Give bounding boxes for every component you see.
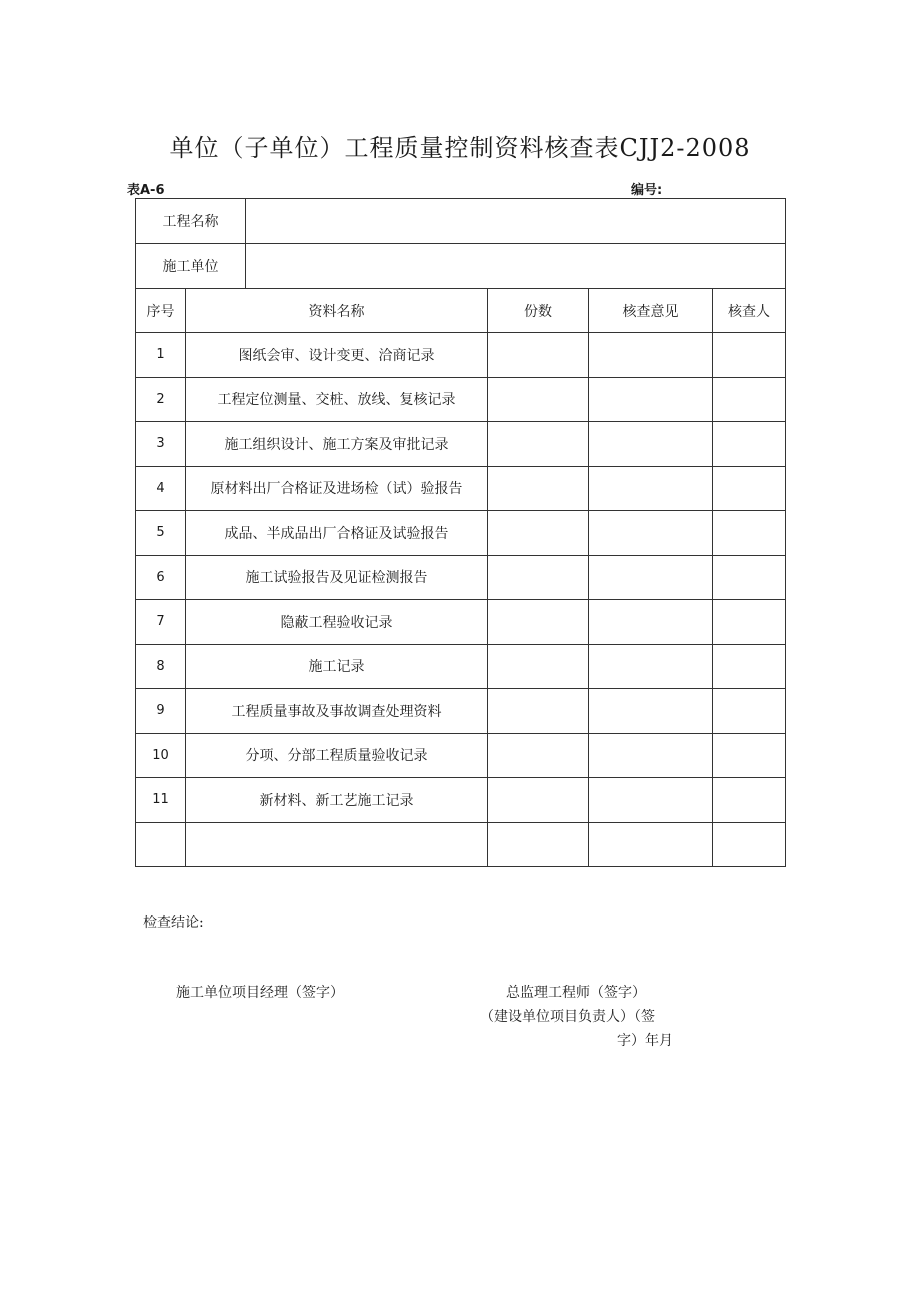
document-title: 单位（子单位）工程质量控制资料核查表CJJ2-2008 xyxy=(169,134,751,162)
row-reviewer-cell[interactable] xyxy=(713,377,786,422)
table-row xyxy=(136,511,786,556)
row-document-name: 图纸会审、设计变更、洽商记录 xyxy=(186,333,488,378)
row-number: 5 xyxy=(136,511,186,556)
table-header-row xyxy=(136,289,786,333)
row-reviewer-cell[interactable] xyxy=(713,466,786,511)
row-number[interactable] xyxy=(136,822,186,867)
row-copies-cell[interactable] xyxy=(488,333,589,378)
row-copies-cell[interactable] xyxy=(488,778,589,823)
row-reviewer-cell[interactable] xyxy=(713,422,786,467)
project-name-label: 工程名称 xyxy=(136,199,246,244)
row-opinion-cell[interactable] xyxy=(589,422,713,467)
row-opinion-cell[interactable] xyxy=(589,600,713,645)
row-number: 4 xyxy=(136,466,186,511)
row-opinion-cell[interactable] xyxy=(589,689,713,734)
row-number: 2 xyxy=(136,377,186,422)
row-document-name: 成品、半成品出厂合格证及试验报告 xyxy=(186,511,488,556)
table-row xyxy=(136,333,786,378)
row-opinion-cell[interactable] xyxy=(589,555,713,600)
row-number: 8 xyxy=(136,644,186,689)
row-opinion-cell[interactable] xyxy=(589,377,713,422)
table-row-blank xyxy=(136,822,786,867)
row-document-name: 原材料出厂合格证及进场检（试）验报告 xyxy=(186,466,488,511)
row-reviewer-cell[interactable] xyxy=(713,689,786,734)
table-row xyxy=(136,689,786,734)
header-reviewer: 核查人 xyxy=(713,289,786,333)
row-copies-cell[interactable] xyxy=(488,733,589,778)
constructor-label: 施工单位 xyxy=(136,244,246,289)
row-opinion-cell[interactable] xyxy=(589,333,713,378)
row-opinion-cell[interactable] xyxy=(589,511,713,556)
table-row xyxy=(136,778,786,823)
owner-representative-signature-line1: （建设单位项目负责人）（签 xyxy=(480,1009,655,1025)
row-opinion-cell[interactable] xyxy=(589,644,713,689)
table-row xyxy=(136,733,786,778)
table-row xyxy=(136,600,786,645)
serial-number-label: 编号: xyxy=(631,183,663,198)
row-reviewer-cell[interactable] xyxy=(713,733,786,778)
table-row xyxy=(136,555,786,600)
row-reviewer-cell[interactable] xyxy=(713,778,786,823)
row-document-name: 施工试验报告及见证检测报告 xyxy=(186,555,488,600)
row-number: 9 xyxy=(136,689,186,734)
constructor-row xyxy=(136,244,786,289)
row-reviewer-cell[interactable] xyxy=(713,511,786,556)
row-number: 7 xyxy=(136,600,186,645)
row-document-name: 分项、分部工程质量验收记录 xyxy=(186,733,488,778)
row-copies-cell[interactable] xyxy=(488,466,589,511)
quality-control-checklist-table xyxy=(135,198,786,867)
row-copies-cell[interactable] xyxy=(488,644,589,689)
project-name-row xyxy=(136,199,786,244)
row-copies-cell[interactable] xyxy=(488,377,589,422)
table-row xyxy=(136,422,786,467)
row-opinion-cell[interactable] xyxy=(589,733,713,778)
row-reviewer-cell[interactable] xyxy=(713,555,786,600)
row-reviewer-cell[interactable] xyxy=(713,822,786,867)
row-number: 3 xyxy=(136,422,186,467)
owner-representative-signature-line2: 字）年月 xyxy=(617,1033,673,1049)
header-copies: 份数 xyxy=(488,289,589,333)
project-name-field[interactable] xyxy=(246,199,786,244)
header-serial-no: 序号 xyxy=(136,289,186,333)
row-reviewer-cell[interactable] xyxy=(713,333,786,378)
header-review-opinion: 核查意见 xyxy=(589,289,713,333)
row-document-name: 隐蔽工程验收记录 xyxy=(186,600,488,645)
row-reviewer-cell[interactable] xyxy=(713,600,786,645)
row-document-name[interactable] xyxy=(186,822,488,867)
row-copies-cell[interactable] xyxy=(488,422,589,467)
row-document-name: 工程质量事故及事故调查处理资料 xyxy=(186,689,488,734)
table-row xyxy=(136,466,786,511)
row-number: 1 xyxy=(136,333,186,378)
row-number: 11 xyxy=(136,778,186,823)
row-document-name: 工程定位测量、交桩、放线、复核记录 xyxy=(186,377,488,422)
row-opinion-cell[interactable] xyxy=(589,778,713,823)
inspection-conclusion-label: 检查结论: xyxy=(143,915,204,931)
chief-supervisor-signature: 总监理工程师（签字） xyxy=(506,985,646,1001)
row-copies-cell[interactable] xyxy=(488,511,589,556)
constructor-field[interactable] xyxy=(246,244,786,289)
row-copies-cell[interactable] xyxy=(488,822,589,867)
row-opinion-cell[interactable] xyxy=(589,466,713,511)
row-document-name: 施工组织设计、施工方案及审批记录 xyxy=(186,422,488,467)
table-row xyxy=(136,377,786,422)
row-number: 10 xyxy=(136,733,186,778)
row-document-name: 施工记录 xyxy=(186,644,488,689)
row-number: 6 xyxy=(136,555,186,600)
row-opinion-cell[interactable] xyxy=(589,822,713,867)
table-code: 表A-6 xyxy=(127,183,165,198)
row-copies-cell[interactable] xyxy=(488,600,589,645)
constructor-manager-signature: 施工单位项目经理（签字） xyxy=(176,985,344,1001)
row-copies-cell[interactable] xyxy=(488,555,589,600)
row-document-name: 新材料、新工艺施工记录 xyxy=(186,778,488,823)
row-copies-cell[interactable] xyxy=(488,689,589,734)
table-row xyxy=(136,644,786,689)
row-reviewer-cell[interactable] xyxy=(713,644,786,689)
header-document-name: 资料名称 xyxy=(186,289,488,333)
